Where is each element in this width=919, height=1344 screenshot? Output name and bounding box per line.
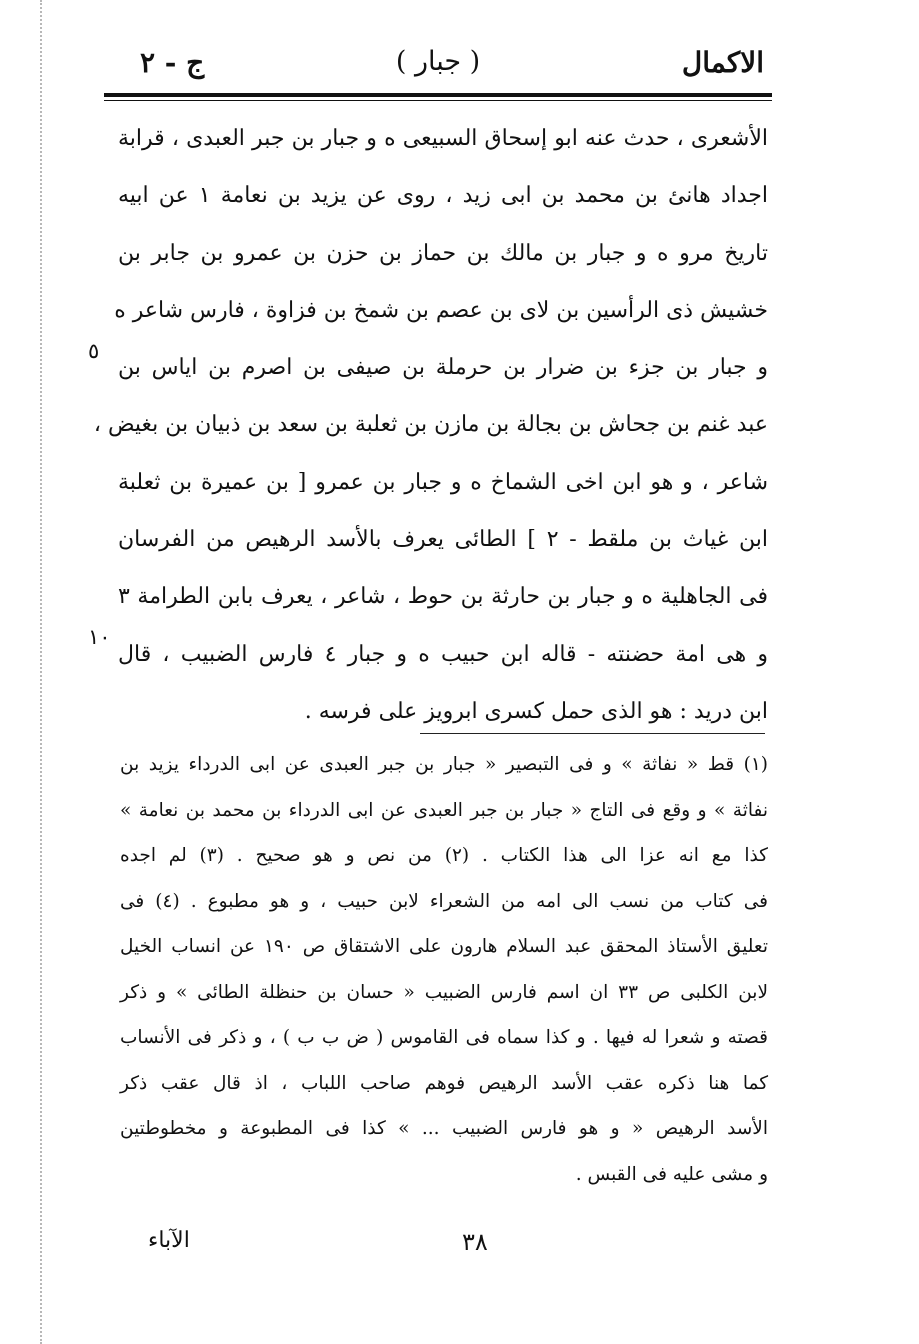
running-header bbox=[108, 42, 768, 86]
footnote-line: و مشى عليه فى القبس . bbox=[575, 1163, 768, 1185]
book-title: الاكمال bbox=[681, 46, 764, 79]
footnote-line: قصته و شعرا له فيها . و كذا سماه فى القاموس ( ض ب ب ) ، و ذكر فى الأنساب bbox=[120, 1027, 768, 1048]
text-line: خشيش ذى الرأسين بن لاى بن عصم بن شمخ بن فزاوة ، فارس شاعر ه bbox=[114, 297, 768, 323]
text-line: اجداد هانئ بن محمد بن ابى زيد ، روى عن يزيد بن نعامة ١ عن ابيه bbox=[118, 183, 769, 209]
text-line: تاريخ مرو ه و جبار بن مالك بن حماز بن حزن بن عمرو بن جابر بن bbox=[118, 240, 768, 266]
page-number: ٣٨ bbox=[462, 1228, 488, 1256]
footnotes bbox=[120, 742, 768, 1197]
text-line: الأشعرى ، حدث عنه ابو إسحاق السبيعى ه و جبار بن جبر العبدى ، قرابة bbox=[118, 126, 768, 151]
footnote-line: الأسد الرهيص « و هو فارس الضبيب ... » كذا فى المطبوعة و مخطوطتين bbox=[120, 1118, 768, 1139]
footnote-line: كذا مع انه عزا الى هذا الكتاب . (٢) من نص و هو صحيح . (٣) لم اجده bbox=[120, 845, 768, 866]
line-number: ٥ bbox=[88, 339, 100, 363]
footnote-separator bbox=[420, 733, 765, 734]
text-line: شاعر ، و هو ابن اخى الشماخ ه و جبار بن عمرو [ بن عميرة بن ثعلبة bbox=[118, 469, 768, 495]
volume-label: ج - ٢ bbox=[140, 46, 205, 79]
margin-dotted-line bbox=[40, 0, 42, 1344]
text-line: ابن دريد : هو الذى حمل كسرى ابرويز على فرسه . bbox=[304, 698, 768, 724]
footnote-line: (١) قط « نفاثة » و فى التبصير « جبار بن جبر العبدى عن ابى الدرداء يزيد بن bbox=[120, 754, 768, 775]
footnote-line: فى كتاب من نسب الى امه من الشعراء لابن حبيب ، و هو مطبوع . (٤) فى bbox=[120, 890, 768, 912]
footnote-line: كما هنا ذكره عقب الأسد الرهيص فوهم صاحب اللباب ، اذ قال عقب ذكر bbox=[120, 1072, 768, 1094]
footnote-line: نفاثة » و وقع فى التاج « جبار بن جبر العبدى عن ابى الدرداء بن محمد بن نعامة » bbox=[120, 799, 768, 821]
text-line: ابن غياث بن ملقط - ٢ ] الطائى يعرف بالأسد الرهيص من الفرسان bbox=[118, 527, 768, 553]
text-line: و هى امة حضنته - قاله ابن حبيب ه و جبار ٤ فارس الضبيب ، قال bbox=[118, 641, 768, 667]
signature-word: الآباء bbox=[148, 1228, 190, 1253]
text-line: و جبار بن جزء بن ضرار بن حرملة بن صيفى بن اصرم بن اياس بن bbox=[118, 355, 768, 381]
text-line: عبد غنم بن جحاش بن بجالة بن مازن بن ثعلبة بن سعد بن ذبيان بن بغيض ، bbox=[93, 412, 768, 438]
footnote-line: تعليق الأستاذ المحقق عبد السلام هارون على الاشتقاق ص ١٩٠ عن انساب الخيل bbox=[120, 936, 768, 957]
header-rule-thin bbox=[104, 100, 772, 101]
header-rule-thick bbox=[104, 93, 772, 97]
text-line: فى الجاهلية ه و جبار بن حارثة بن حوط ، شاعر ، يعرف بابن الطرامة ٣ bbox=[118, 584, 768, 610]
line-number: ١٠ bbox=[88, 625, 111, 649]
entry-word: ( جبار ) bbox=[395, 46, 481, 77]
footnote-line: لابن الكلبى ص ٣٣ ان اسم فارس الضبيب « حسان بن حنظلة الطائى » و ذكر bbox=[120, 981, 768, 1003]
